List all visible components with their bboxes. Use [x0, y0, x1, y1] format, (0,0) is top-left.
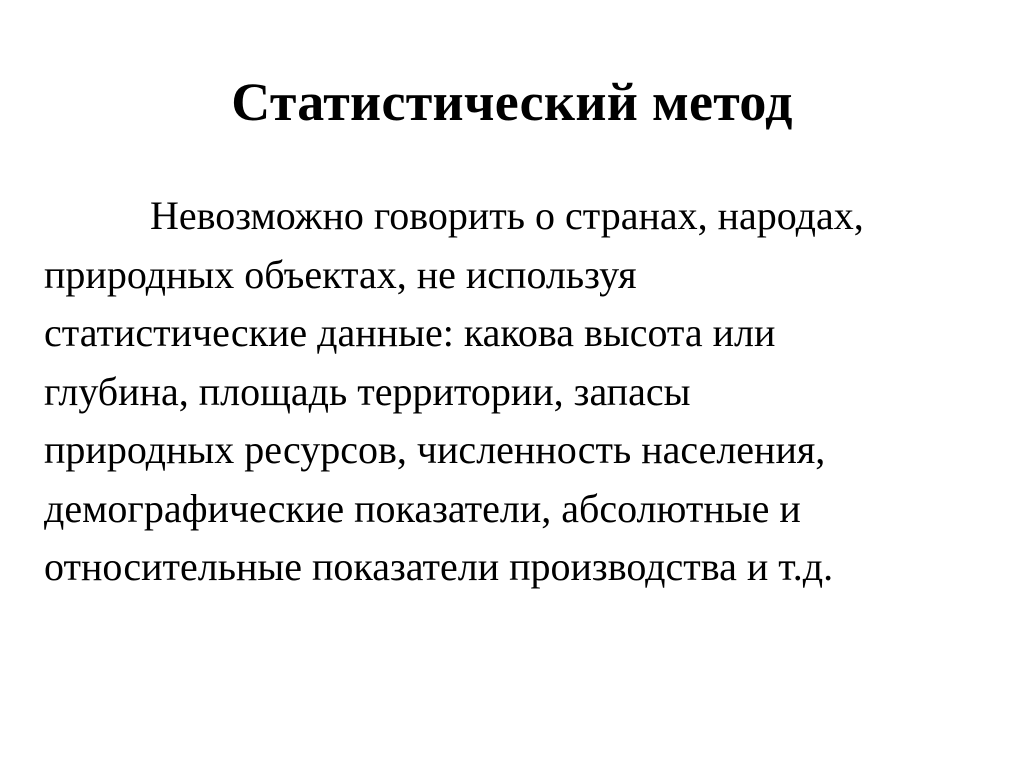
body-line-1: Невозможно говорить о странах, народах, — [150, 193, 864, 238]
body-line-2: природных объектах, не используя — [44, 251, 637, 297]
slide-title: Статистический метод — [231, 72, 793, 132]
body-line-3: статистические данные: какова высота или — [44, 310, 776, 355]
slide-body-text — [44, 187, 994, 597]
body-line-4: глубина, площадь территории, запасы — [44, 368, 691, 414]
body-line-5: природных ресурсов, численность населения, — [44, 427, 826, 472]
body-line-7: относительные показатели производства и т.д. — [44, 544, 834, 589]
body-line-6: демографические показатели, абсолютные и — [44, 485, 801, 531]
